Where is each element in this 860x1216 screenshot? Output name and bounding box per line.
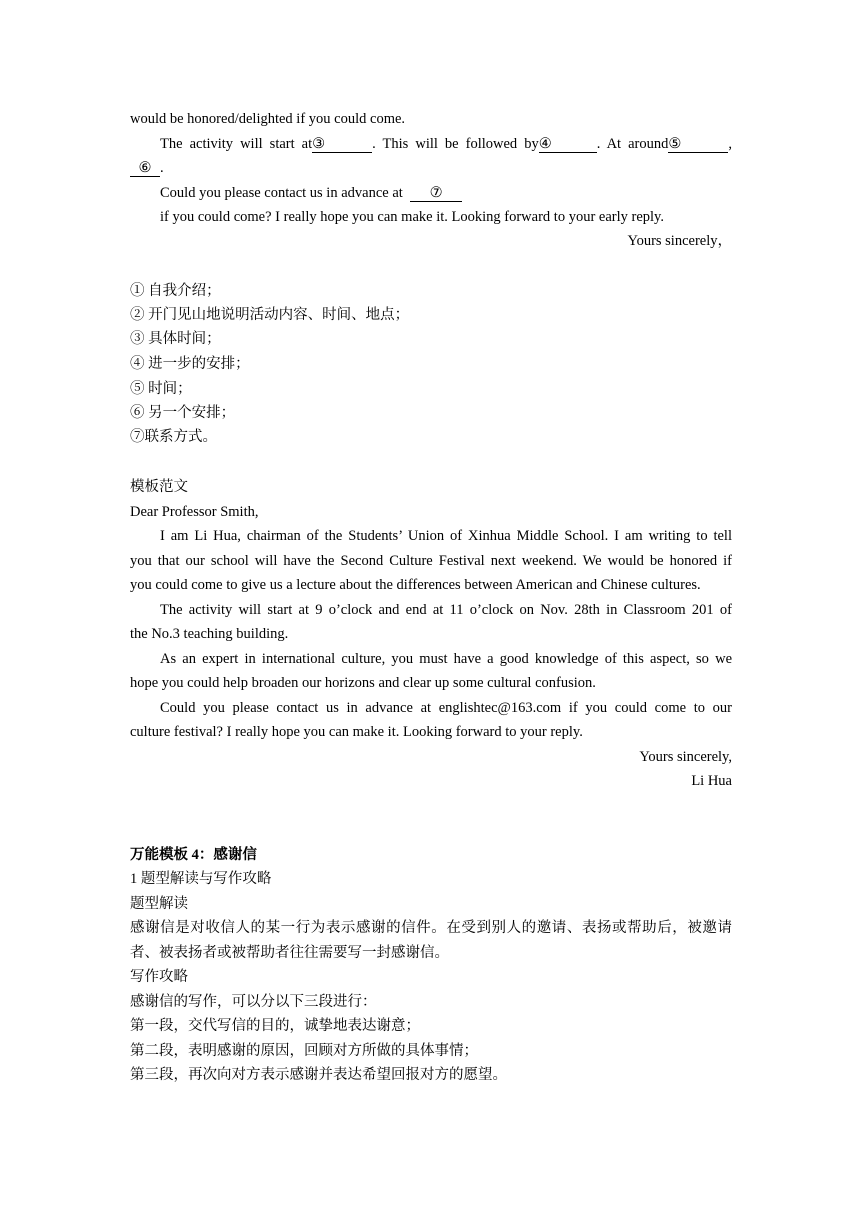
template-text: The activity will start at [160,136,313,152]
note-item: ① 自我介绍； [130,283,221,299]
sample-salutation: Dear Professor Smith, [130,504,259,520]
template-text: . This will be followed by [372,136,539,152]
sample-line: you that our school will have the Second Culture Festival next weekend. We would be honored if [130,553,732,569]
blank-6: ⑥ [130,161,160,177]
template-text: . At around [596,136,669,152]
note-item: ④ 进一步的安排； [130,356,250,372]
interpret-line: 者、被表扬者或被帮助者往往需要写一封感谢信。 [130,945,449,961]
template-line-honored: would be honored/delighted if you could come. [130,111,406,127]
section-title: 万能模板 4：感谢信 [130,847,257,863]
note-item: ⑤ 时间； [130,381,192,397]
note-item: ② 开门见山地说明活动内容、时间、地点； [130,307,410,323]
sample-line: As an expert in international culture, you must have a good knowledge of this aspect, so we [160,651,732,667]
strategy-line: 感谢信的写作，可以分以下三段进行： [130,994,377,1010]
sample-line: I am Li Hua, chairman of the Students’ Union of Xinhua Middle School. I am writing to tell [160,528,732,544]
strategy-line: 第三段，再次向对方表示感谢并表达希望回报对方的愿望。 [130,1067,507,1083]
interpret-line: 感谢信是对收信人的某一行为表示感谢的信件。在受到别人的邀请、表扬或帮助后，被邀请 [130,920,732,936]
template-contact-line [160,184,732,202]
strategy-line: 第一段，交代写信的目的，诚挚地表达谢意； [130,1018,420,1034]
note-item: ⑦联系方式。 [130,429,217,445]
sample-heading: 模板范文 [130,479,188,495]
note-item: ③ 具体时间； [130,331,221,347]
sample-line: Could you please contact us in advance at englishtec@163.com if you could come to our [160,700,732,716]
sample-line: you could come to give us a lecture about the differences between American and Chinese cultures. [130,577,701,593]
section-subheading: 写作攻略 [130,969,188,985]
template-text: . [160,160,164,176]
blank-4: ④ [539,137,597,153]
section-subheading: 1 题型解读与写作攻略 [130,871,272,887]
sample-line: The activity will start at 9 o’clock and end at 11 o’clock on Nov. 28th in Classroom 201 of [160,602,732,618]
section-subheading: 题型解读 [130,896,188,912]
template-text: , [728,136,732,152]
template-closing: Yours sincerely， [627,233,732,249]
sample-signature: Li Hua [691,773,732,789]
sample-line: the No.3 teaching building. [130,626,289,642]
blank-5: ⑤ [668,137,728,153]
strategy-line: 第二段，表明感谢的原因，回顾对方所做的具体事情； [130,1043,478,1059]
blank-7: ⑦ [410,186,462,202]
sample-closing: Yours sincerely, [639,749,732,765]
template-text: Could you please contact us in advance at [160,185,403,201]
blank-3: ③ [312,137,372,153]
sample-line: hope you could help broaden our horizons and clear up some cultural confusion. [130,675,596,691]
note-item: ⑥ 另一个安排； [130,405,236,421]
template-activity-paragraph-cont [130,159,732,177]
template-if-line: if you could come? I really hope you can make it. Looking forward to your early reply. [160,209,664,225]
sample-line: culture festival? I really hope you can make it. Looking forward to your reply. [130,724,583,740]
template-activity-paragraph [160,135,732,153]
